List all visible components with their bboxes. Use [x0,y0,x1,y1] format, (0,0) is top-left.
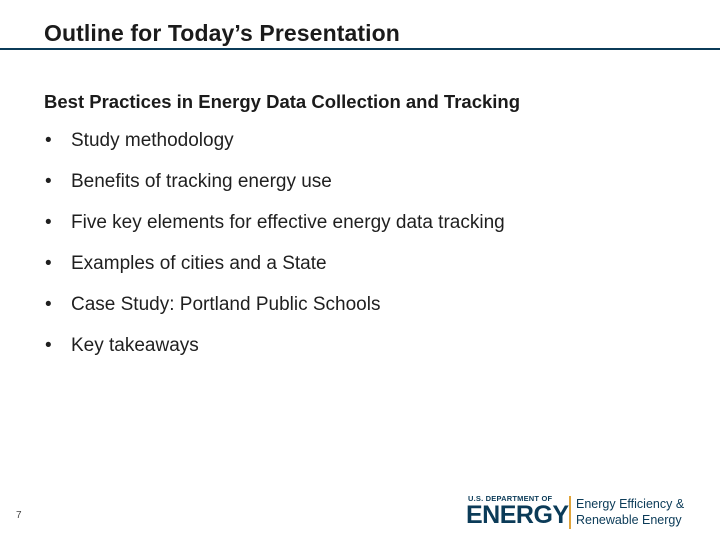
bullet-icon: • [45,212,52,233]
bullet-text: Examples of cities and a State [71,253,327,274]
bullet-text: Study methodology [71,130,234,151]
bullet-item [44,253,505,294]
bullet-text: Benefits of tracking energy use [71,171,332,192]
bullet-text: Case Study: Portland Public Schools [71,294,381,315]
bullet-icon: • [45,253,52,274]
bullet-item [44,130,505,171]
slide-title: Outline for Today’s Presentation [44,20,400,46]
bullet-text: Key takeaways [71,335,199,356]
logo-doe-caption: U.S. DEPARTMENT OF [468,494,553,503]
bullet-icon: • [45,171,52,192]
doe-eere-logo [465,494,705,530]
bullet-icon: • [45,294,52,315]
logo-eere-line2: Renewable Energy [576,513,682,527]
bullet-text: Five key elements for effective energy data tracking [71,212,505,233]
bullet-item [44,294,505,335]
bullet-item [44,335,505,376]
bullet-item [44,171,505,212]
bullet-icon: • [45,130,52,151]
bullet-item [44,212,505,253]
section-heading: Best Practices in Energy Data Collection and Tracking [44,91,521,112]
title-divider [0,48,720,50]
bullet-icon: • [45,335,52,356]
bullet-list [44,130,505,376]
page-number: 7 [16,510,22,521]
logo-eere-line1: Energy Efficiency & [576,497,685,511]
logo-divider [569,496,571,529]
logo-doe-wordmark: ENERGY [466,501,569,529]
